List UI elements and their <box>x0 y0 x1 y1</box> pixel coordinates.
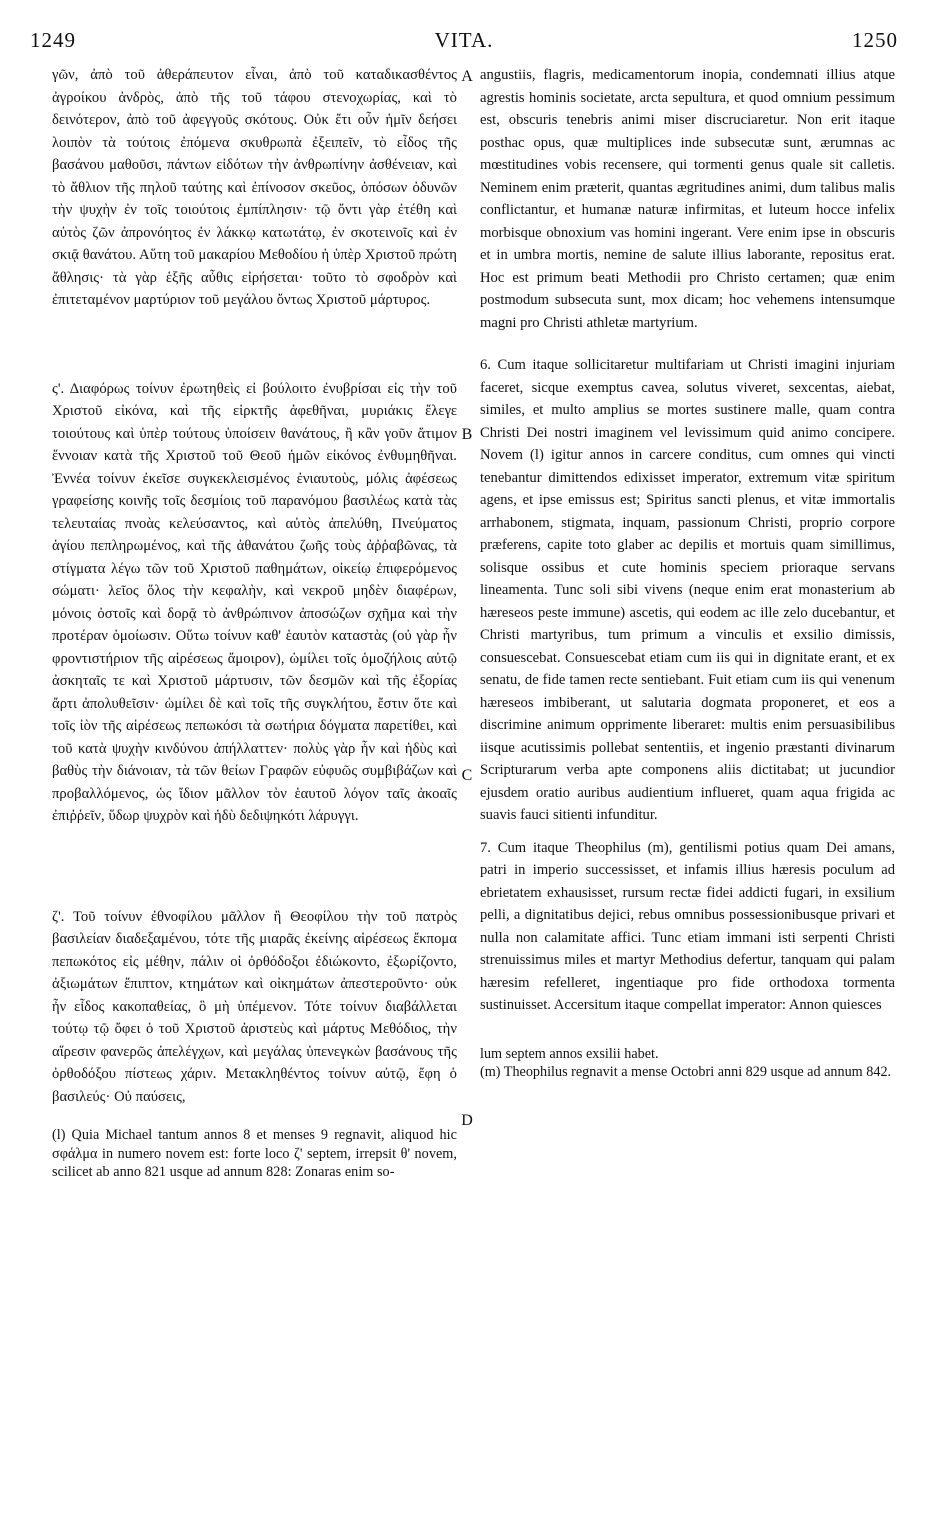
footnote-m: (m) Theophilus regnavit a mense Octobri anni 829 usque ad annum 842. <box>480 1064 892 1080</box>
latin-paragraph-3: 7. Cum itaque Theophilus (m), gentilismi potius quam Dei amans, patri in imperio successisset, et infamis illius hæresis poculum ad ebrietatem exhausisset, rursum rectæ fidei addicti fugari, in exsilium pelli, a dignitatibus dejici, rebus omnibus possessionibusque privari et nulla non calamitate affici. Tunc etiam immani isti serpenti Christi strenuissimus miles et martyr Methodius defertur, tanquam qui palam hæresim refelleret, ingentiaque pro fide orthodoxa tormenta sustinuisset. Accersitum itaque compellat imperator: Annon quiesces <box>480 839 895 1013</box>
page-header <box>30 28 898 62</box>
running-title: VITA. <box>434 28 494 52</box>
margin-letter-c: C <box>461 767 473 784</box>
latin-column <box>480 64 895 1082</box>
margin-letter-b: B <box>461 426 473 443</box>
latin-paragraph-2: 6. Cum itaque sollicitaretur multifariam ut Christi imagini injuriam faceret, sicque exemptus cavea, solutus viveret, sexcentas, aiebat, similes, et multo amplius se mortes sustinere malle, quam contra Christi Dei nostri imaginem vel levissimum quid animo concipere. Novem (l) igitur annos in carcere conditus, cum omnes qui vincti tenebantur dimittendos edixisset imperator, extremum vitæ spiritum agens, et ipse emissus est; Spiritus sancti plenus, et vitæ immortalis arrhabonem, stigmata, inquam, passionum Christi, proprio corpore præferens, capite toto glaber ac depilis et mortuis quam simillimus, solisque ossibus et cute hominis speciem prioraque servans lineamenta. Tunc soli sibi vivens (neque enim erat monasterium ab hæreseos peste immune) ascetis, qui eodem ac ille zelo ducebantur, et Christi martyribus, tum primum a vinculis et exsilio dimissis, consuescebat. Consuescebat etiam cum iis qui in dignitate erant, et ex senatu, de fide tamen recte sentiebant. Fuit etiam cum iis qui venenum hæreseos imbiberant, ut salutaria dogmata proponeret, et eos a discrimine animum opprimente liberaret: multis enim persuasibilibus iisque acutissimis pollebat sententiis, et ingenio præstanti divinarum Scripturarum verba apte componens aliis dictitabat; ut jucundior ejusdem oratio auribus audientium influeret, quam aqua frigida ac suavis fauci sitienti infunditur. <box>480 357 895 823</box>
footnote-l: (l) Quia Michael tantum annos 8 et menses 9 regnavit, aliquod hic σφάλμα in numero novem est: forte loco ζ' septem, irrepsit θ' novem, scilicet ab anno 821 usque ad annum 828: Zonaras enim so- <box>52 1127 457 1180</box>
greek-paragraph-2: ς'. Διαφόρως τοίνυν ἐρωτηθεὶς εἰ βούλοιτο ἐνυβρίσαι εἰς τὴν τοῦ Χριστοῦ εἰκόνα, καὶ τῆς εἱρκτῆς ἀφεθῆναι, μυριάκις ἔλεγε τοιούτους καὶ ὑπὲρ τούτους ὑποίσειν θανάτους, ἢ κἂν γοῦν ἄτιμον ἔννοιαν κατὰ τῆς Χριστοῦ τοῦ Θεοῦ ἡμῶν εἰκόνος ἐνθυμηθῆναι. Ἐννέα τοίνυν ἐκεῖσε συγκεκλεισμένος ἐνιαυτοὺς, μόλις ἀφέσεως γραφείσης κοινῆς τοῖς δεσμίοις τοῦ παρανόμου βασιλέως κατὰ τὰς τελευταίας πνοὰς κελεύσαντος, καὶ αὐτὸς ἀπελύθη, Πνεύματος ἁγίου πεπληρωμένος, καὶ τῆς ἀθανάτου ζωῆς τοὺς ἀῤῥαβῶνας, τὰ στίγματα λέγω τῶν τοῦ Χριστοῦ παθημάτων, οἰκείῳ ἐπιφερόμενος σώματι· λεῖος ὅλος τὴν κεφαλὴν, καὶ νεκροῦ μηδὲν διαφέρων, μόνοις ὀστοῖς καὶ δορᾷ τὸ ἀνθρώπινον ἀποσώζων σχῆμα καὶ τὴν προτέραν ὁμοίωσιν. Οὕτω τοίνυν καθ' ἑαυτὸν καταστὰς (οὐ γὰρ ἦν φροντιστήριον τῆς αἱρέσεως ἄμοιρον), ὡμίλει τοῖς ὁμοζήλοις αὐτῷ ἀσκηταῖς τε καὶ Χριστοῦ μάρτυσιν, τῶν δεσμῶν καὶ τῆς ἐξορίας ἄρτι ἀπολυθεῖσιν· ὡμίλει δὲ καὶ τοῖς τῆς συγκλήτου, ἔστιν ὅτε καὶ τοῖς ἰὸν τῆς αἱρέσεως πεπωκόσι τὰ σωτήρια δόγματα παρετίθει, καὶ τοῦ κατὰ ψυχὴν κινδύνου ἀπήλλαττεν· πολὺς γὰρ ἦν καὶ ἡδὺς καὶ βαθὺς τὴν διάνοιαν, τὰ τῶν θείων Γραφῶν εὐφυῶς συμβιβάζων καὶ προβαλλόμενος, ὡς ἴδιον μᾶλλον τὸν ἑαυτοῦ λόγον ταῖς ἀκοαῖς ἐπιῤῥεῖν, ὕδωρ ψυχρὸν καὶ ἡδὺ δεδιψηκότι λάρυγγι. <box>52 380 457 824</box>
latin-paragraph-1: angustiis, flagris, medicamentorum inopia, condemnati illius atque agrestis hominis societate, arcta sepultura, et quod omnium pessimum est, obscuris tenebris animi miser discruciaretur. Non erit itaque posthac opus, quæ multiplices inde subsecutæ sunt, ærumnas ac mœstitudines vobis recensere, qui tormenti genus quale sit calletis. Neminem enim præterit, quantas ægritudines animi, dum talibus malis conflictantur, et humanæ naturæ infirmitas, et luteum hocce infelix morbisque obnoxium vas homini ingerant. Vere enim ipse in obscuris et in umbra mortis, nemine de salute illius laborante, repositus erat. Hoc est primum beati Methodii pro Christo certamen; quæ enim postmodum subsecuta sunt, mox dicam; hoc vehemens intensumque magni pro Christi athletæ martyrium. <box>480 67 895 331</box>
page-number-right: 1250 <box>852 28 898 52</box>
greek-paragraph-3: ζ'. Τοῦ τοίνυν ἐθνοφίλου μᾶλλον ἢ Θεοφίλου τὴν τοῦ πατρὸς βασιλείαν διαδεξαμένου, τότε τῆς μιαρᾶς ἐκείνης αἱρέσεως ἔκπομα πεπωκότος εἰς μέθην, πάλιν οἱ ὀρθόδοξοι ἐδιώκοντο, ἐξωρίζοντο, ἀξιωμάτων ἔπιπτον, κτημάτων καὶ οἰκημάτων ἀπεστεροῦντο· οὐκ ἦν εἶδος κακοπαθείας, ὃ μὴ ὑπέμενον. Τότε τοίνυν διαβάλλεται τούτῳ τῷ ὄφει ὁ τοῦ Χριστοῦ ἀριστεὺς καὶ μάρτυς Μεθόδιος, τὴν αἵρεσιν φανερῶς ἀπελέγχων, καὶ μεγάλας ὑπενεγκὼν βασάνους τῆς ὀρθοδόξου πίστεως χάριν. Μετακληθέντος τοίνυν αὐτῷ, ἔφη ὁ βασιλεύς· Οὐ παύσεις, <box>52 908 457 1105</box>
page-number-left: 1249 <box>30 28 76 52</box>
greek-paragraph-1: γῶν, ἀπὸ τοῦ ἀθεράπευτον εἶναι, ἀπὸ τοῦ καταδικασθέντος ἀγροίκου ἀνδρὸς, ἀπὸ τῆς τοῦ τάφου στενοχωρίας, καὶ τὸ δεινότερον, ἀπὸ τοῦ ἀφεγγοῦς σκότους. Οὐκ ἔτι οὖν ἡμῖν δεήσει λοιπὸν τὰ τούτοις ἐπόμενα σκυθρωπὰ ἐξειπεῖν, τὸ εἶδος τῆς βασάνου μαθοῦσι, πάντων εἰδότων τὴν ἀνθρωπίνην ἀσθένειαν, καὶ τὸ ἄθλιον τῆς πηλοῦ ταύτης καὶ ἐπίνοσον σκεῦος, ὁπόσων ὀδυνῶν τὴν ψυχὴν ἐν τοῖς τοιούτοις ἐμπίπλησιν· τῷ ὄντι γὰρ ἐτέθη καὶ αὐτὸς ζῶν ἀπρονόητος ἐν λάκκῳ κατωτάτῳ, ἐν σκοτεινοῖς καὶ ἐν σκιᾷ θανάτου. Αὕτη τοῦ μακαρίου Μεθοδίου ἡ ὑπὲρ Χριστοῦ πρώτη ἄθλησις· τὰ γὰρ ἑξῆς αὖθις εἰρήσεται· τοῦτο τὸ σφοδρὸν καὶ ἐπιτεταμένον μαρτύριον τοῦ μεγάλου ὄντως Χριστοῦ μάρτυρος. <box>52 67 457 308</box>
margin-letter-a: A <box>461 68 473 85</box>
greek-column <box>52 64 457 1182</box>
footnote-l-continued: lum septem annos exsilii habet. <box>480 1045 659 1062</box>
margin-letter-d: D <box>461 1112 473 1129</box>
